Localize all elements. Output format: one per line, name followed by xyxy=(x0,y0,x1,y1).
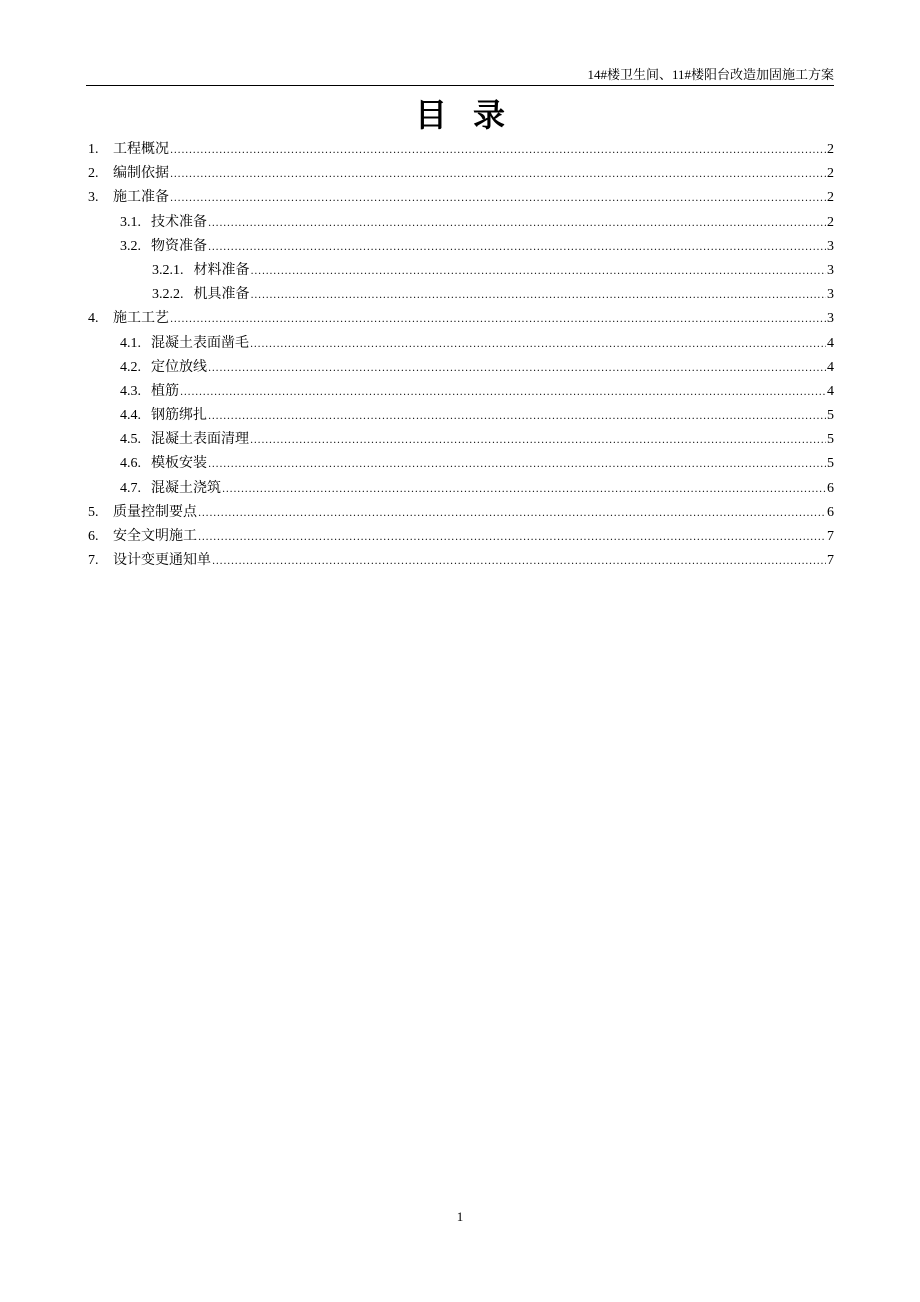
dot-leader xyxy=(208,357,826,381)
toc-number: 4.1. xyxy=(120,335,141,351)
page-title: 目录 xyxy=(414,96,531,134)
toc-entry[interactable] xyxy=(88,161,834,185)
dot-leader xyxy=(208,236,826,260)
toc-page: 5 xyxy=(827,408,834,424)
dot-leader xyxy=(170,139,826,163)
dot-leader xyxy=(251,260,827,284)
toc-label: 编制依据 xyxy=(113,165,169,182)
dot-leader xyxy=(208,212,826,236)
toc-number: 5. xyxy=(88,504,99,520)
toc-number: 4. xyxy=(88,311,99,327)
dot-leader xyxy=(251,284,827,308)
toc-entry[interactable] xyxy=(88,500,834,524)
toc-page: 3 xyxy=(827,311,834,327)
toc-label: 施工准备 xyxy=(113,189,169,206)
toc-entry[interactable] xyxy=(88,403,834,427)
toc-entry[interactable] xyxy=(88,548,834,572)
toc-number: 6. xyxy=(88,529,99,544)
table-of-contents xyxy=(88,137,834,572)
toc-number: 4.2. xyxy=(120,359,141,375)
dot-leader xyxy=(250,333,826,357)
header-divider xyxy=(86,85,834,86)
toc-page: 6 xyxy=(827,480,834,496)
toc-entry[interactable] xyxy=(88,379,834,403)
dot-leader xyxy=(208,453,826,477)
dot-leader xyxy=(180,381,826,405)
page-header: 14#楼卫生间、11#楼阳台改造加固施工方案 xyxy=(587,67,834,82)
toc-page: 3 xyxy=(827,262,834,278)
toc-label: 工程概况 xyxy=(113,141,169,157)
toc-page: 5 xyxy=(827,456,834,472)
toc-label: 机具准备 xyxy=(193,286,250,303)
toc-number: 4.7. xyxy=(120,480,141,496)
toc-number: 4.5. xyxy=(120,432,141,448)
toc-entry[interactable] xyxy=(88,258,834,282)
toc-page: 4 xyxy=(827,359,834,375)
toc-label: 安全文明施工 xyxy=(113,528,197,544)
toc-page: 4 xyxy=(827,335,834,351)
dot-leader xyxy=(222,478,826,502)
toc-entry[interactable] xyxy=(88,210,834,234)
dot-leader xyxy=(170,308,826,332)
toc-page: 7 xyxy=(827,529,834,544)
toc-number: 3.1. xyxy=(120,214,141,230)
dot-leader xyxy=(170,187,826,211)
toc-number: 7. xyxy=(88,553,99,569)
toc-number: 3.2.1. xyxy=(152,262,184,278)
dot-leader xyxy=(198,502,826,526)
toc-number: 1. xyxy=(88,142,99,157)
toc-page: 3 xyxy=(827,287,834,303)
toc-entry[interactable] xyxy=(88,234,834,258)
dot-leader xyxy=(198,526,826,550)
toc-page: 3 xyxy=(827,238,834,254)
toc-label: 物资准备 xyxy=(151,237,207,254)
toc-label: 植筋 xyxy=(151,382,179,399)
toc-entry[interactable] xyxy=(88,427,834,451)
dot-leader xyxy=(212,550,826,574)
toc-page: 2 xyxy=(827,214,834,230)
toc-entry[interactable] xyxy=(88,524,834,548)
toc-number: 2. xyxy=(88,166,99,182)
toc-entry[interactable] xyxy=(88,306,834,330)
toc-label: 混凝土表面凿毛 xyxy=(151,334,249,351)
toc-page: 2 xyxy=(827,190,834,206)
toc-page: 2 xyxy=(827,142,834,157)
toc-number: 3.2. xyxy=(120,238,141,254)
dot-leader xyxy=(208,405,826,429)
toc-label: 设计变更通知单 xyxy=(113,552,211,569)
toc-entry[interactable] xyxy=(88,185,834,209)
toc-entry[interactable] xyxy=(88,451,834,475)
toc-label: 混凝土表面清理 xyxy=(151,431,249,448)
toc-page: 6 xyxy=(827,504,834,520)
toc-page: 5 xyxy=(827,432,834,448)
toc-label: 定位放线 xyxy=(151,358,207,375)
toc-entry[interactable] xyxy=(88,476,834,500)
toc-entry[interactable] xyxy=(88,331,834,355)
toc-page: 4 xyxy=(827,383,834,399)
toc-page: 2 xyxy=(827,166,834,182)
page-number: 1 xyxy=(456,1209,464,1224)
dot-leader xyxy=(170,163,826,187)
toc-label: 质量控制要点 xyxy=(113,503,197,520)
toc-label: 施工工艺 xyxy=(113,310,169,327)
dot-leader xyxy=(250,429,826,453)
toc-number: 3.2.2. xyxy=(152,287,184,303)
toc-page: 7 xyxy=(827,553,834,569)
toc-number: 4.3. xyxy=(120,383,141,399)
toc-label: 技术准备 xyxy=(151,213,207,230)
toc-entry[interactable] xyxy=(88,282,834,306)
toc-number: 4.4. xyxy=(120,408,141,424)
toc-label: 材料准备 xyxy=(193,261,250,278)
toc-number: 3. xyxy=(88,190,99,206)
toc-label: 钢筋绑扎 xyxy=(151,407,207,424)
toc-entry[interactable] xyxy=(88,355,834,379)
toc-number: 4.6. xyxy=(120,456,141,472)
toc-entry[interactable] xyxy=(88,137,834,161)
toc-label: 混凝土浇筑 xyxy=(151,479,221,496)
toc-label: 模板安装 xyxy=(151,455,207,472)
